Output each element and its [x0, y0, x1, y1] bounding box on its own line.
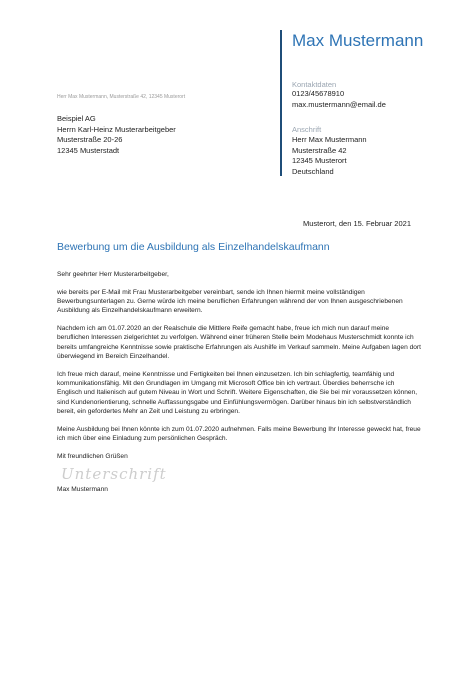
body-paragraph: Ich freue mich darauf, meine Kenntnisse und Fertigkeiten bei Ihnen einzusetzen. Ich bin schlagfertig, teamfähig und kommunikationsfähig. Mit den Grundlagen im Umgang mit Microsoft Office bin ich vertraut. Überdies beherrsche ich Englisch und Italienisch auf gutem Niveau in Wort und Schrift. Weitere Eigenschaften, die Sie bei mir voraussetzen können, sind Kundenorientierung, schnelle Auffassungsgabe und Einfühlungsvermögen. Darüber hinaus bin ich selbstverständlich bereit, ein gefordertes Mehr an Zeit und Leistung zu erbringen.	[57, 370, 418, 416]
body-paragraph: wie bereits per E-Mail mit Frau Musterarbeitgeber vereinbart, sende ich Ihnen hiermit meine vollständigen Bewerbungsunterlagen zu. Gerne würde ich meine beruflichen Erfahrungen während der von Ihnen ausgeschriebenen Ausbildung als Einzelhandelskaufmann erweitern.	[57, 288, 403, 315]
address-line: 12345 Musterort	[292, 156, 347, 165]
closing: Mit freundlichen Grüßen	[57, 452, 128, 460]
contact-block	[292, 89, 386, 110]
salutation: Sehr geehrter Herr Musterarbeitgeber,	[57, 271, 169, 278]
address-label: Anschrift	[292, 125, 322, 134]
contact-phone: 0123/45678910	[292, 89, 345, 98]
address-line: Herr Max Mustermann	[292, 135, 367, 144]
recipient-line: Beispiel AG	[57, 114, 96, 123]
sender-name-heading: Max Mustermann	[292, 31, 424, 50]
contact-label: Kontaktdaten	[292, 80, 337, 89]
recipient-block	[57, 114, 176, 156]
signature: Unterschrift	[61, 464, 167, 483]
header-vertical-rule	[280, 30, 282, 176]
body-paragraph: Nachdem ich am 01.07.2020 an der Realschule die Mittlere Reife gemacht habe, freue ich mich nun darauf meine beruflichen Interessen zielgerichtet zu verfolgen. Während einer früheren Stelle beim Modehaus Musterschmidt konnte ich bereits umfangreiche Kenntnisse sowie praktische Erfahrungen als Aushilfe im Verkauf sammeln. Meine Aufgaben lagen dort überwiegend im Bereich Einzelhandel.	[57, 325, 421, 361]
address-line: Deutschland	[292, 166, 334, 176]
address-block	[292, 135, 367, 177]
letter-body	[57, 270, 421, 503]
body-paragraph: Meine Ausbildung bei Ihnen könnte ich zum 01.07.2020 aufnehmen. Falls meine Bewerbung Ihr Interesse geweckt hat, freue ich mich über eine Einladung zum persönlichen Gespräch.	[57, 425, 421, 443]
contact-email: max.mustermann@email.de	[292, 99, 386, 109]
recipient-line: Musterstraße 20-26	[57, 135, 123, 144]
letter-subject: Bewerbung um die Ausbildung als Einzelhandelskaufmann	[57, 241, 330, 253]
address-line: Musterstraße 42	[292, 145, 347, 155]
return-address-line: Herr Max Mustermann, Musterstraße 42, 12345 Musterort	[57, 94, 186, 100]
recipient-line: Herrn Karl-Heinz Musterarbeitgeber	[57, 124, 176, 134]
letter-date: Musterort, den 15. Februar 2021	[303, 219, 411, 228]
recipient-line: 12345 Musterstadt	[57, 145, 120, 155]
signature-name: Max Mustermann	[57, 486, 108, 494]
